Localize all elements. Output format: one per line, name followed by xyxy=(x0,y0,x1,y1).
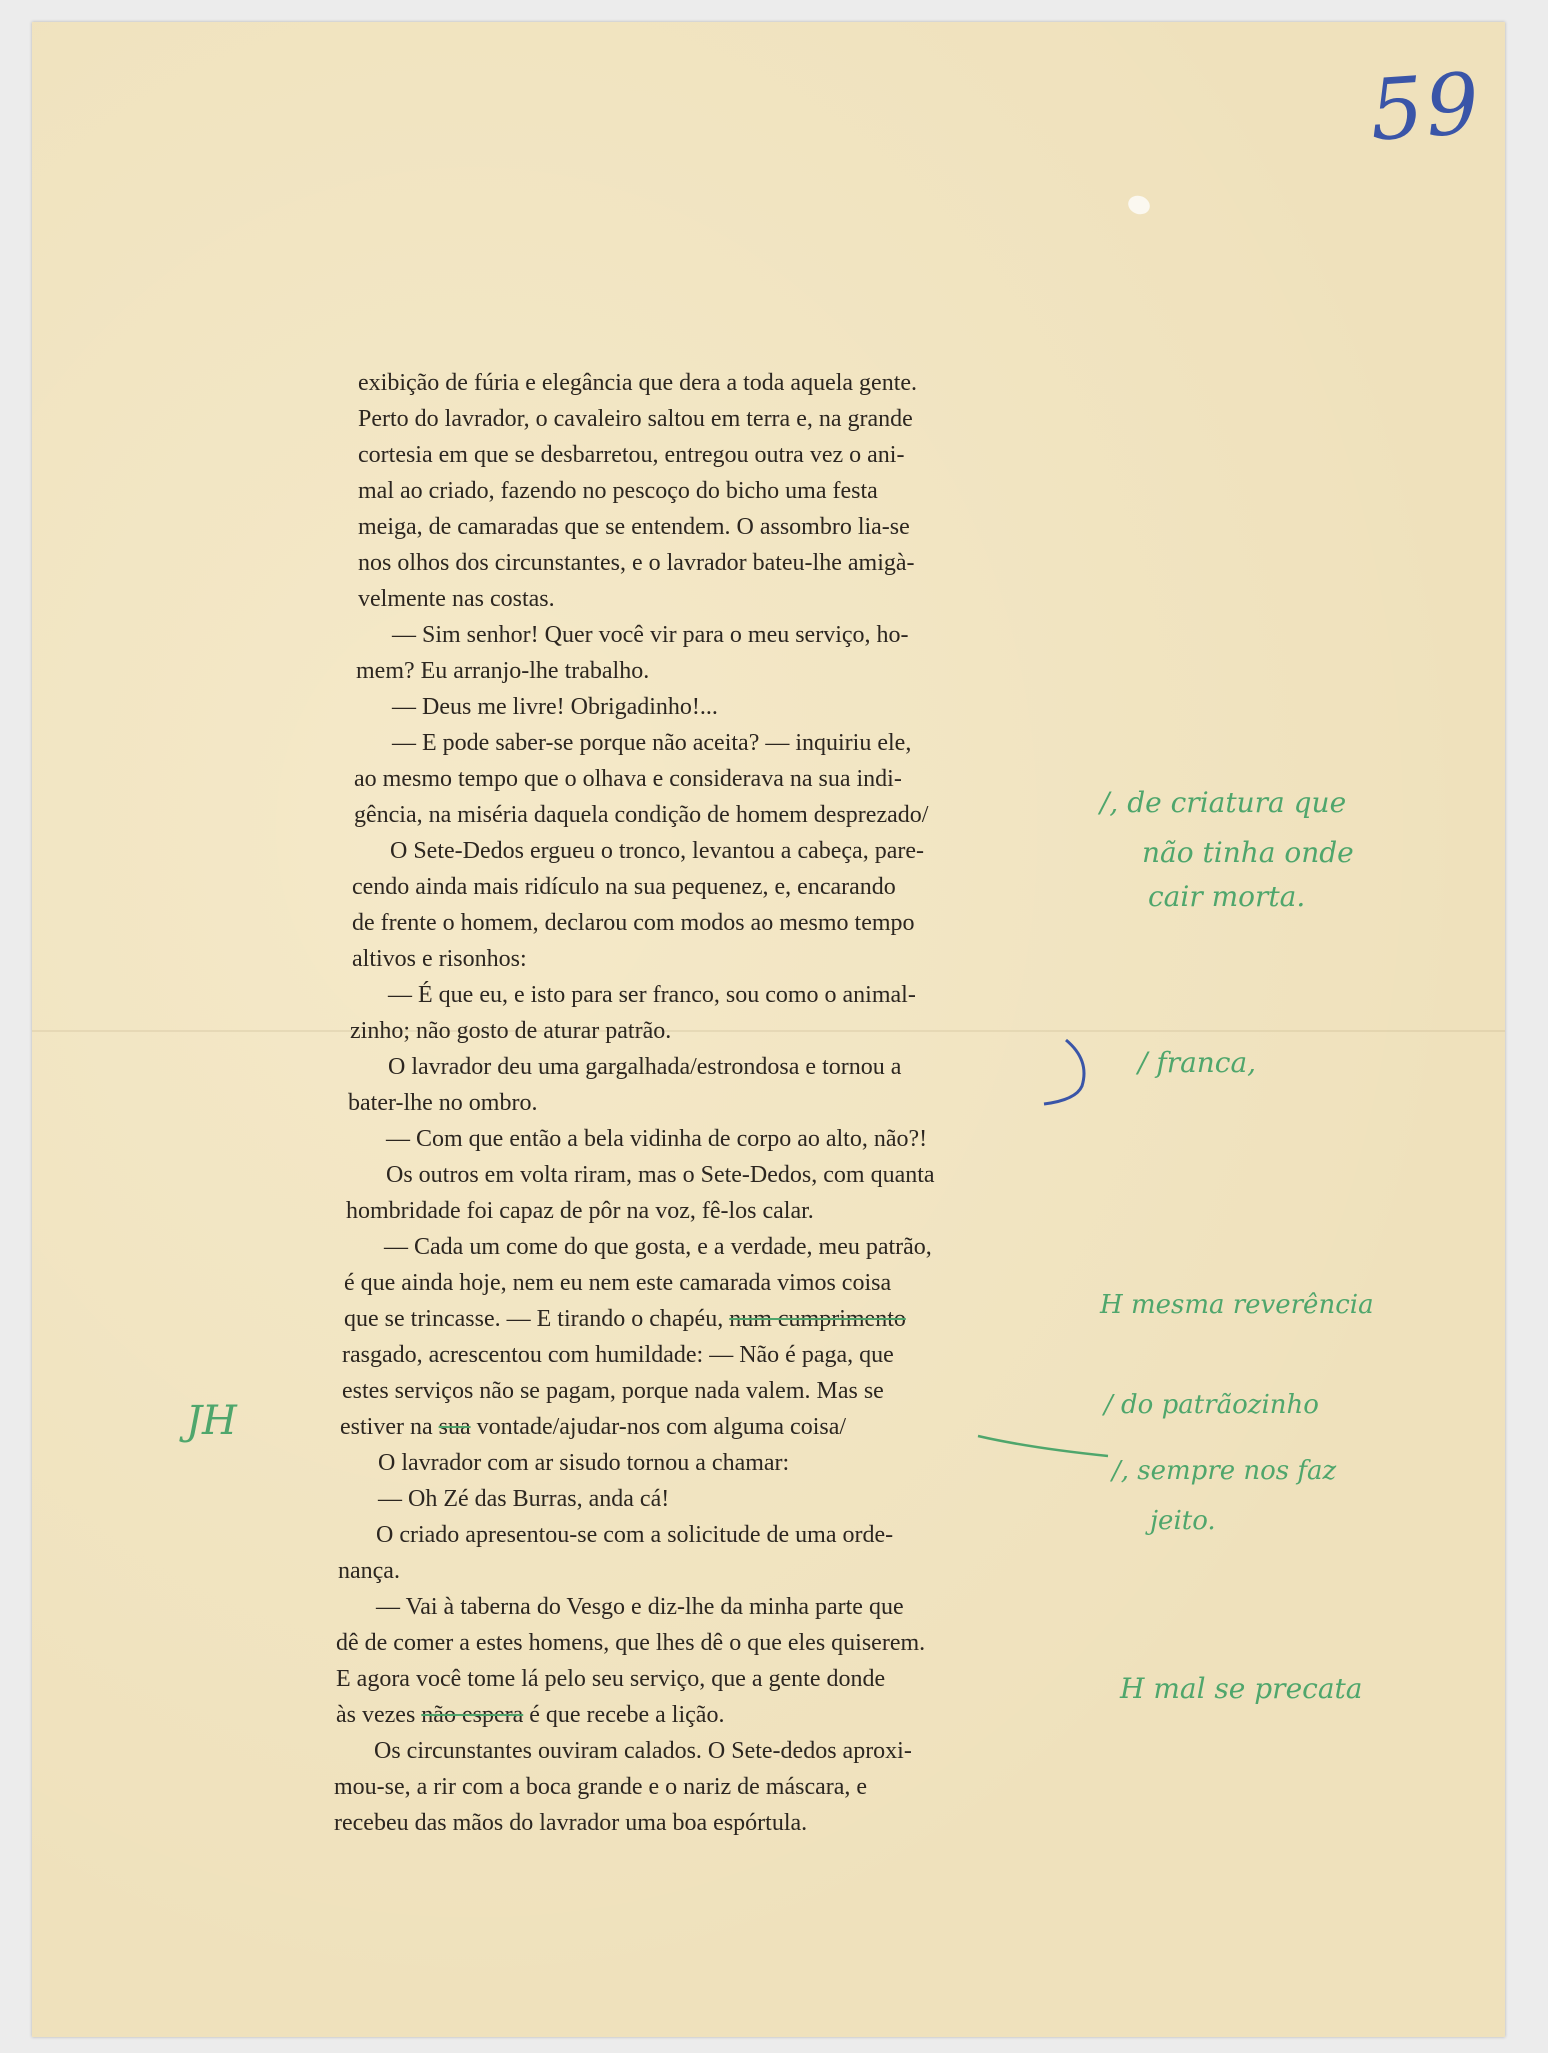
text-line: de frente o homem, declarou com modos ao mesmo tempo xyxy=(352,910,915,936)
text-line: recebeu das mãos do lavrador uma boa espórtula. xyxy=(334,1810,808,1836)
text-line: altivos e risonhos: xyxy=(352,946,527,972)
text-line: — Vai à taberna do Vesgo e diz-lhe da minha parte que xyxy=(376,1594,904,1620)
text-line: nos olhos dos circunstantes, e o lavrador bateu-lhe amigà- xyxy=(358,550,915,576)
text-line: cortesia em que se desbarretou, entregou outra vez o ani- xyxy=(358,442,905,468)
text-segment: vontade/ajudar-nos com alguma coisa/ xyxy=(476,1414,847,1440)
text-line: rasgado, acrescentou com humildade: — Não é paga, que xyxy=(342,1342,894,1368)
text-line: mou-se, a rir com a boca grande e o nariz de máscara, e xyxy=(334,1774,868,1800)
struck-text: não espera xyxy=(421,1702,524,1728)
text-line: — E pode saber-se porque não aceita? — inquiriu ele, xyxy=(392,730,912,756)
text-line: — Com que então a bela vidinha de corpo ao alto, não?! xyxy=(386,1126,928,1152)
text-line: cendo ainda mais ridículo na sua pequenez, e, encarando xyxy=(352,874,896,900)
text-line: O criado apresentou-se com a solicitude de uma orde- xyxy=(376,1522,894,1548)
text-line: exibição de fúria e elegância que dera a toda aquela gente. xyxy=(358,370,918,396)
text-segment: às vezes xyxy=(336,1702,416,1728)
margin-annotation: /, sempre nos faz xyxy=(1112,1456,1337,1486)
text-line: — Cada um come do que gosta, e a verdade, meu patrão, xyxy=(384,1234,932,1260)
text-line: Os outros em volta riram, mas o Sete-Dedos, com quanta xyxy=(386,1162,935,1188)
margin-annotation: / franca, xyxy=(1138,1046,1257,1079)
text-line: dê de comer a estes homens, que lhes dê o que eles quiserem. xyxy=(336,1630,926,1656)
text-line: estes serviços não se pagam, porque nada valem. Mas se xyxy=(342,1378,884,1404)
text-line: velmente nas costas. xyxy=(358,586,555,612)
text-line: Os circunstantes ouviram calados. O Sete-dedos aproxi- xyxy=(374,1738,912,1764)
margin-annotation: cair morta. xyxy=(1148,880,1306,913)
text-line: gência, na miséria daquela condição de homem desprezado/ xyxy=(354,802,929,828)
text-line: — Deus me livre! Obrigadinho!... xyxy=(392,694,718,720)
struck-text: sua xyxy=(438,1414,471,1440)
margin-annotation: jeito. xyxy=(1150,1506,1216,1536)
text-line: O lavrador deu uma gargalhada/estrondosa e tornou a xyxy=(388,1054,902,1080)
text-line: hombridade foi capaz de pôr na voz, fê-los calar. xyxy=(346,1198,814,1224)
page-number: 59 xyxy=(1366,54,1485,160)
text-line: O Sete-Dedos ergueu o tronco, levantou a cabeça, pare- xyxy=(390,838,924,864)
text-line: — Sim senhor! Quer você vir para o meu serviço, ho- xyxy=(392,622,909,648)
margin-annotation: /, de criatura que xyxy=(1100,786,1347,819)
text-line: nança. xyxy=(338,1558,400,1584)
text-segment: é que recebe a lição. xyxy=(529,1702,725,1728)
text-line: Perto do lavrador, o cavaleiro saltou em terra e, na grande xyxy=(358,406,913,432)
margin-initials: JH xyxy=(186,1398,237,1444)
text-line: ao mesmo tempo que o olhava e considerava na sua indi- xyxy=(354,766,902,792)
text-segment: estiver na xyxy=(340,1414,433,1440)
struck-text: num cumprimento xyxy=(729,1306,906,1332)
text-line: — É que eu, e isto para ser franco, sou como o animal- xyxy=(388,982,916,1008)
margin-annotation: H mal se precata xyxy=(1120,1672,1363,1705)
text-line: — Oh Zé das Burras, anda cá! xyxy=(378,1486,670,1512)
bracket-mark xyxy=(1044,1040,1084,1104)
margin-annotation: H mesma reverência xyxy=(1100,1290,1374,1320)
text-line: é que ainda hoje, nem eu nem este camarada vimos coisa xyxy=(344,1270,892,1296)
text-line: mem? Eu arranjo-lhe trabalho. xyxy=(356,658,650,684)
text-line: meiga, de camaradas que se entendem. O assombro lia-se xyxy=(358,514,910,540)
connector-line xyxy=(978,1436,1108,1456)
text-line: O lavrador com ar sisudo tornou a chamar: xyxy=(378,1450,790,1476)
text-segment: que se trincasse. — E tirando o chapéu, xyxy=(344,1306,724,1332)
text-line: zinho; não gosto de aturar patrão. xyxy=(350,1018,672,1044)
margin-annotation: não tinha onde xyxy=(1142,836,1354,869)
margin-annotation: / do patrãozinho xyxy=(1104,1390,1319,1420)
text-line: bater-lhe no ombro. xyxy=(348,1090,538,1116)
text-line: E agora você tome lá pelo seu serviço, que a gente donde xyxy=(336,1666,886,1692)
text-line: mal ao criado, fazendo no pescoço do bicho uma festa xyxy=(358,478,878,504)
